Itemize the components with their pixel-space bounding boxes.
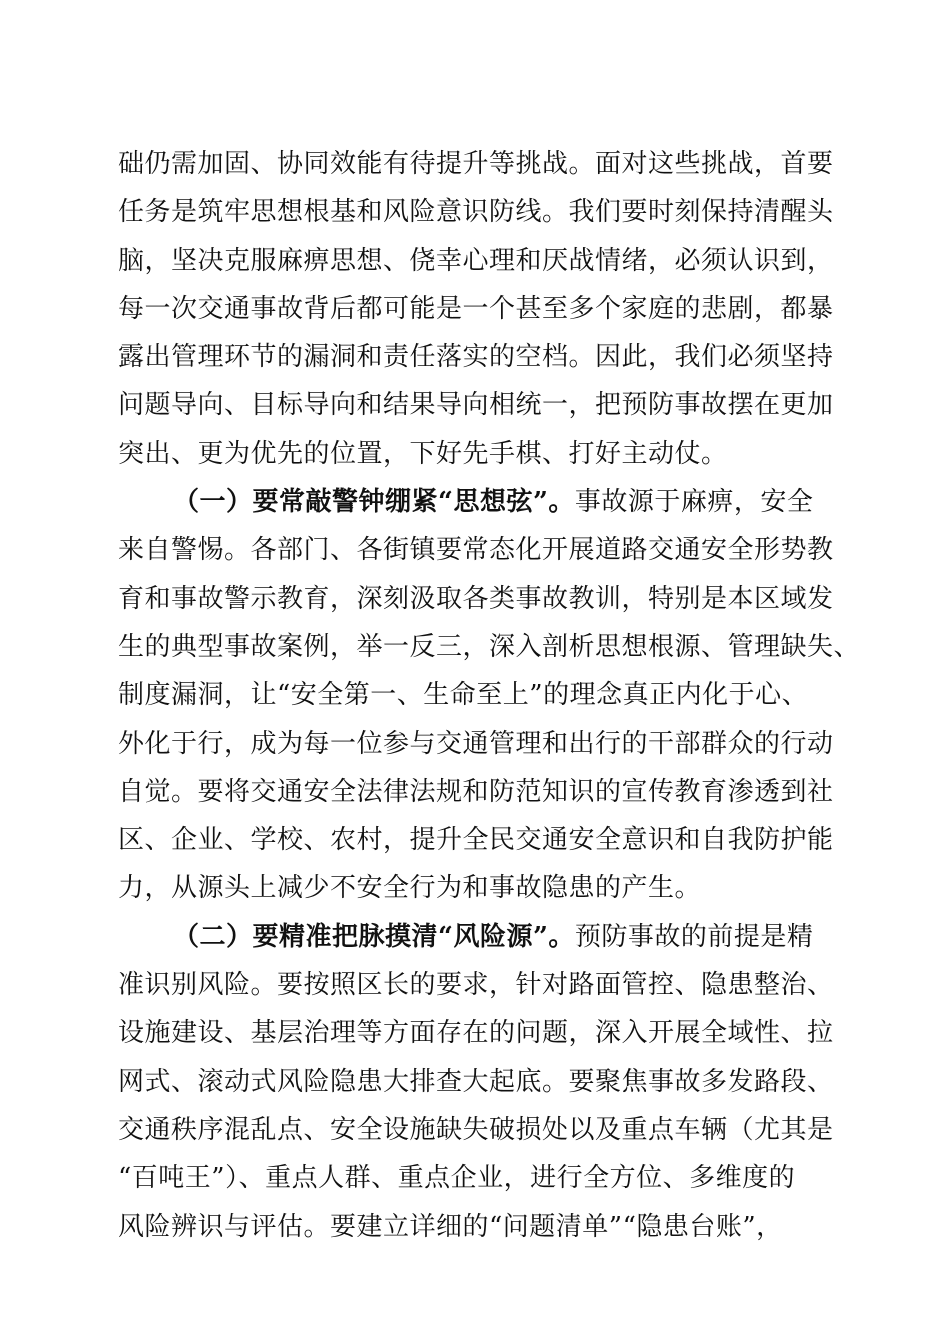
section-1-line-5: 制度漏洞，让“安全第一、生命至上”的理念真正内化于心、 xyxy=(118,680,809,711)
section-2-line-6: “百吨王”）、重点人群、重点企业，进行全方位、多维度的 xyxy=(118,1163,796,1194)
section-2-line-7: 风险辨识与评估。要建立详细的“问题清单”“隐患台账”， xyxy=(118,1211,783,1242)
section-1-line-7: 自觉。要将交通安全法律法规和防范知识的宣传教育渗透到社 xyxy=(118,776,834,807)
paragraph-1-line-2: 任务是筑牢思想根基和风险意识防线。我们要时刻保持清醒头 xyxy=(118,197,834,228)
section-2-first-line-rest: 预防事故的前提是精 xyxy=(574,921,814,952)
section-1-line-8: 区、企业、学校、农村，提升全民交通安全意识和自我防护能 xyxy=(118,825,834,856)
section-1-line-6: 外化于行，成为每一位参与交通管理和出行的干部群众的行动 xyxy=(118,728,834,759)
section-2-line-3: 设施建设、基层治理等方面存在的问题，深入开展全域性、拉 xyxy=(118,1018,834,1049)
section-2-line-5: 交通秩序混乱点、安全设施缺失破损处以及重点车辆（尤其是 xyxy=(118,1114,834,1145)
paragraph-1-line-5: 露出管理环节的漏洞和责任落实的空档。因此，我们必须坚持 xyxy=(118,342,834,373)
section-1-line-3: 育和事故警示教育，深刻汲取各类事故教训，特别是本区域发 xyxy=(118,583,834,614)
section-1-line-4: 生的典型事故案例，举一反三，深入剖析思想根源、管理缺失、 xyxy=(118,631,861,662)
section-1-first-line-rest: 事故源于麻痹，安全 xyxy=(574,487,814,518)
paragraph-1-line-6: 问题导向、目标导向和结果导向相统一，把预防事故摆在更加 xyxy=(118,390,834,421)
section-2-first-line xyxy=(118,913,848,961)
paragraph-1-line-3: 脑，坚决克服麻痹思想、侥幸心理和厌战情绪，必须认识到， xyxy=(118,245,834,276)
section-1-heading: （一）要常敲警钟绷紧“思想弦”。 xyxy=(173,487,575,518)
section-2-heading: （二）要精准把脉摸清“风险源”。 xyxy=(173,921,575,952)
section-2-line-4: 网式、滚动式风险隐患大排查大起底。要聚焦事故多发路段、 xyxy=(118,1066,834,1097)
paragraph-1-line-4: 每一次交通事故背后都可能是一个甚至多个家庭的悲剧，都暴 xyxy=(118,293,834,324)
section-1-first-line xyxy=(118,478,848,526)
paragraph-1-line-1: 础仍需加固、协同效能有待提升等挑战。面对这些挑战，首要 xyxy=(118,149,834,179)
paragraph-1-line-7: 突出、更为优先的位置，下好先手棋、打好主动仗。 xyxy=(118,438,728,469)
section-1-line-9: 力，从源头上减少不安全行为和事故隐患的产生。 xyxy=(118,873,702,904)
section-1-line-2: 来自警惕。各部门、各街镇要常态化开展道路交通安全形势教 xyxy=(118,535,834,566)
section-2-line-2: 准识别风险。要按照区长的要求，针对路面管控、隐患整治、 xyxy=(118,970,834,1001)
document-body xyxy=(118,140,861,1251)
